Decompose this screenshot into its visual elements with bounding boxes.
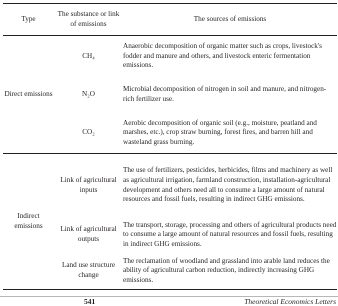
source-cell: The use of fertilizers, pesticides, herbicides, films and machinery as well as agricultural irrigation, farmland construction, installation-agricultural development and others need all to consume a large amount of natural resources and fossil fuels, resulting in indirect GHG emissions. <box>123 166 333 204</box>
substance-cell: Link of agricultural inputs <box>60 175 117 194</box>
journal-name: Theoretical Economics Letters <box>244 297 336 306</box>
table-row <box>3 113 337 154</box>
table-row <box>3 217 337 253</box>
page-footer <box>0 296 338 305</box>
emission-sources-table <box>3 3 337 290</box>
source-cell: Aerobic decomposition of organic soil (e.g., moisture, peatland and marshes, etc.), crop straw burning, forest fires, and barren hill and wasteland grass burning. <box>123 113 337 154</box>
substance-cell: Link of agricultural outputs <box>60 225 117 243</box>
type-cell-direct: Direct emissions <box>3 36 54 154</box>
type-cell-indirect: Indirect emissions <box>3 154 54 290</box>
page-number: 541 <box>84 297 96 306</box>
table-row <box>3 77 337 113</box>
table-row <box>3 154 337 218</box>
substance-cell: CO₂ <box>54 113 123 154</box>
header-sources: The sources of emissions <box>123 4 337 36</box>
substance-cell: CH₄ <box>82 51 95 60</box>
table-row <box>3 36 337 78</box>
source-cell: The transport, storage, processing and others of agricultural products need to consume a large amount of natural resources and fossil fuels, resulting in indirect GHG emissions. <box>123 220 337 248</box>
table-row <box>3 253 337 290</box>
header-substance: The substance or link of emissions <box>54 4 123 36</box>
header-type: Type <box>3 4 54 36</box>
table-header-row <box>3 4 337 36</box>
substance-cell: Land use structure change <box>54 253 123 290</box>
source-cell: The reclamation of woodland and grassland into arable land reduces the ability of agricultural carbon reduction, indirectly increasing GHG emissions. <box>123 253 337 290</box>
source-cell: Microbial decomposition of nitrogen in soil and manure, and nitrogen-rich fertilizer use. <box>123 85 327 103</box>
substance-cell: N₂O <box>82 90 95 99</box>
source-cell: Anaerobic decomposition of organic matter such as crops, livestock's fodder and manure and others, and livestock enteric fermentation emissions. <box>123 42 322 70</box>
